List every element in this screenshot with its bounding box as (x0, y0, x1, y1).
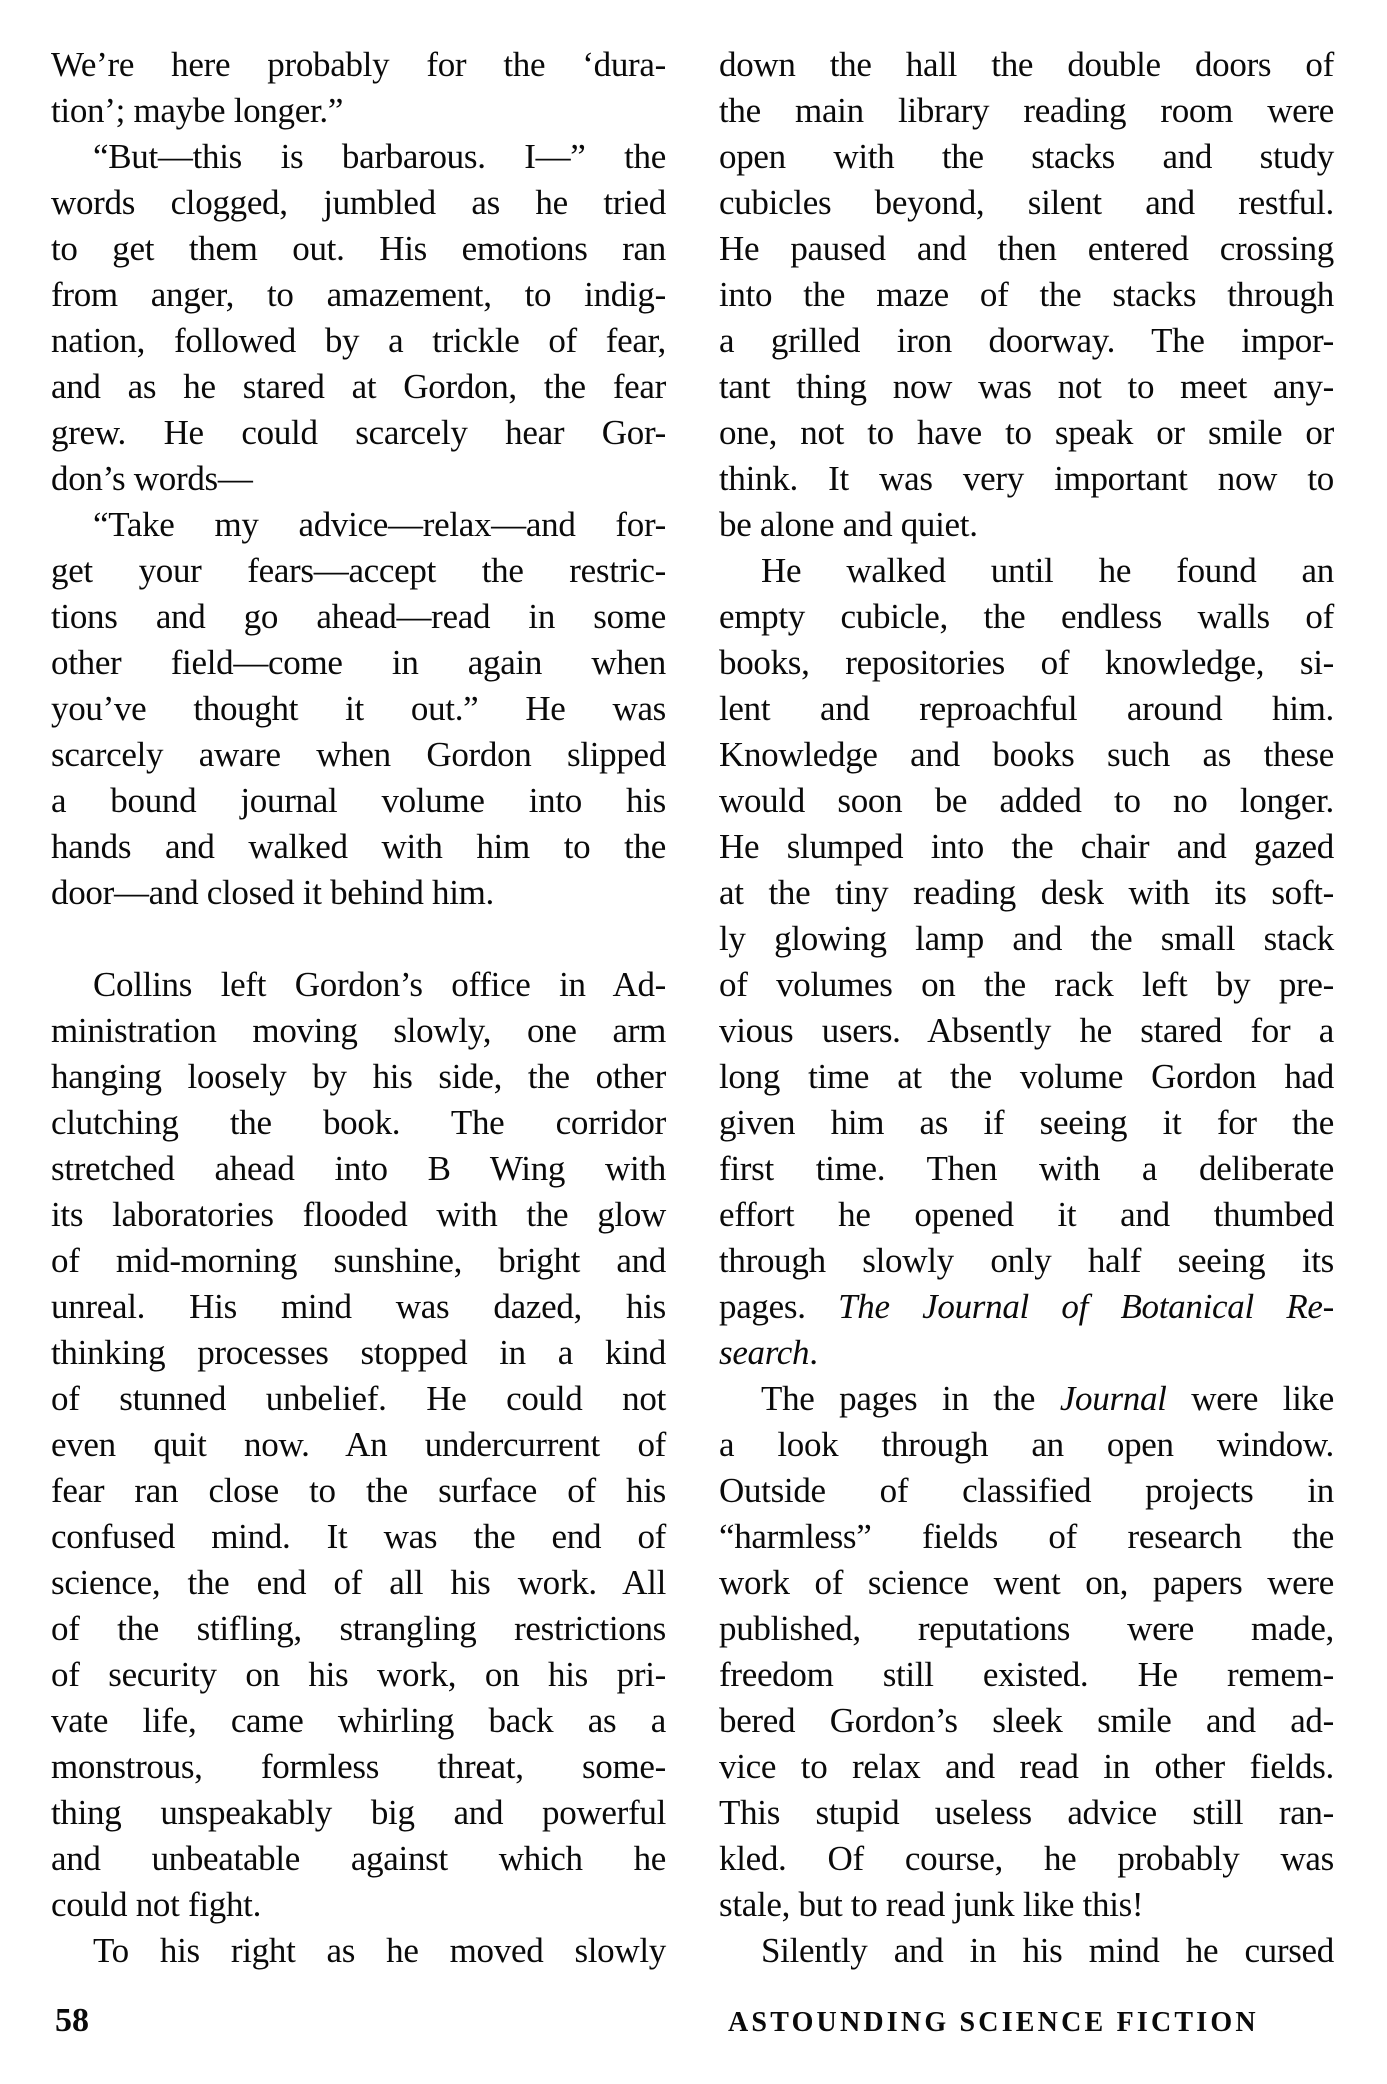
text-line: kled. Of course, he probably was (719, 1839, 1334, 1878)
text-line: ministration moving slowly, one arm (51, 1011, 666, 1050)
text-line: given him as if seeing it for the (719, 1103, 1334, 1142)
italic-title-text: search (719, 1333, 810, 1372)
left-text-column (51, 42, 666, 1974)
text-line: thing unspeakably big and powerful (51, 1793, 666, 1832)
text-line: “Take my advice—relax—and for- (93, 505, 666, 544)
text-line: would soon be added to no longer. (719, 781, 1334, 820)
text-line: and unbeatable against which he (51, 1839, 666, 1878)
text-line: door—and closed it behind him. (51, 873, 495, 912)
right-text-column (719, 42, 1334, 1974)
running-footer-title: ASTOUNDING SCIENCE FICTION (728, 2007, 1259, 2038)
text-line: could not fight. (51, 1885, 262, 1924)
text-line: at the tiny reading desk with its soft- (719, 873, 1334, 912)
text-line: To his right as he moved slowly (93, 1931, 666, 1970)
text-line: first time. Then with a deliberate (719, 1149, 1334, 1188)
text-line: This stupid useless advice still ran- (719, 1793, 1334, 1832)
text-line (719, 1330, 1334, 1376)
text-line: bered Gordon’s sleek smile and ad- (719, 1701, 1334, 1740)
text-line: long time at the volume Gordon had (719, 1057, 1334, 1096)
text-line: Silently and in his mind he cursed (761, 1931, 1334, 1970)
text-line: clutching the book. The corridor (51, 1103, 666, 1142)
text-line: think. It was very important now to (719, 459, 1334, 498)
text-line: He paused and then entered crossing (719, 229, 1334, 268)
text-line: nation, followed by a trickle of fear, (51, 321, 666, 360)
text-line: tant thing now was not to meet any- (719, 367, 1334, 406)
text-line: monstrous, formless threat, some- (51, 1747, 666, 1786)
text-line: “But—this is barbarous. I—” the (93, 137, 666, 176)
text-line: hanging loosely by his side, the other (51, 1057, 666, 1096)
text-line: other field—come in again when (51, 643, 666, 682)
text-line: you’ve thought it out.” He was (51, 689, 666, 728)
text-line: thinking processes stopped in a kind (51, 1333, 666, 1372)
text-line: confused mind. It was the end of (51, 1517, 666, 1556)
text-line: a look through an open window. (719, 1425, 1334, 1464)
text-line: words clogged, jumbled as he tried (51, 183, 666, 222)
text-line: of stunned unbelief. He could not (51, 1379, 666, 1418)
text-line: from anger, to amazement, to indig- (51, 275, 666, 314)
italic-title-text: Journal (1059, 1379, 1167, 1418)
text-line: We’re here probably for the ‘dura- (51, 45, 666, 84)
text-line: vate life, came whirling back as a (51, 1701, 666, 1740)
text-line: books, repositories of knowledge, si- (719, 643, 1334, 682)
text-line: unreal. His mind was dazed, his (51, 1287, 666, 1326)
text-line: effort he opened it and thumbed (719, 1195, 1334, 1234)
text-line: even quit now. An undercurrent of (51, 1425, 666, 1464)
text-line (719, 1284, 1334, 1330)
text-line: tions and go ahead—read in some (51, 597, 666, 636)
text-line: science, the end of all his work. All (51, 1563, 666, 1602)
text-line: don’s words— (51, 459, 253, 498)
text-line: Collins left Gordon’s office in Ad- (93, 965, 666, 1004)
text-line: He slumped into the chair and gazed (719, 827, 1334, 866)
text-line: get your fears—accept the restric- (51, 551, 666, 590)
text-line: through slowly only half seeing its (719, 1241, 1334, 1280)
text-line: be alone and quiet. (719, 505, 978, 544)
text-line: tion’; maybe longer.” (51, 91, 344, 130)
text-segment: . (809, 1333, 818, 1372)
paragraph-break (51, 916, 666, 962)
text-line: “harmless” fields of research the (719, 1517, 1334, 1556)
text-line: Knowledge and books such as these (719, 735, 1334, 774)
text-line: stale, but to read junk like this! (719, 1885, 1144, 1924)
text-line: of the stifling, strangling restrictions (51, 1609, 666, 1648)
text-line: scarcely aware when Gordon slipped (51, 735, 666, 774)
page-number: 58 (55, 2002, 89, 2039)
text-line: stretched ahead into B Wing with (51, 1149, 666, 1188)
text-line: work of science went on, papers were (719, 1563, 1334, 1602)
text-line: lent and reproachful around him. (719, 689, 1334, 728)
text-line: down the hall the double doors of (719, 45, 1334, 84)
text-line: of security on his work, on his pri- (51, 1655, 666, 1694)
text-segment: were like (1166, 1379, 1334, 1418)
text-line: He walked until he found an (761, 551, 1334, 590)
text-segment: pages. (719, 1287, 839, 1326)
text-line: of mid-morning sunshine, bright and (51, 1241, 666, 1280)
text-segment: The pages in the (761, 1379, 1060, 1418)
text-line: vice to relax and read in other fields. (719, 1747, 1334, 1786)
text-line: fear ran close to the surface of his (51, 1471, 666, 1510)
text-line: hands and walked with him to the (51, 827, 666, 866)
text-line: of volumes on the rack left by pre- (719, 965, 1334, 1004)
text-line: published, reputations were made, (719, 1609, 1334, 1648)
text-line: to get them out. His emotions ran (51, 229, 666, 268)
text-line: vious users. Absently he stared for a (719, 1011, 1334, 1050)
text-line: one, not to have to speak or smile or (719, 413, 1334, 452)
text-line: grew. He could scarcely hear Gor- (51, 413, 666, 452)
text-line: freedom still existed. He remem- (719, 1655, 1334, 1694)
text-line: and as he stared at Gordon, the fear (51, 367, 666, 406)
text-line: a grilled iron doorway. The impor- (719, 321, 1334, 360)
text-line: ly glowing lamp and the small stack (719, 919, 1334, 958)
text-line: the main library reading room were (719, 91, 1334, 130)
text-line: open with the stacks and study (719, 137, 1334, 176)
text-line: Outside of classified projects in (719, 1471, 1334, 1510)
text-line: empty cubicle, the endless walls of (719, 597, 1334, 636)
text-line: cubicles beyond, silent and restful. (719, 183, 1334, 222)
text-line (719, 1376, 1334, 1422)
italic-title-text: The Journal of Botanical Re- (838, 1287, 1334, 1326)
text-line: a bound journal volume into his (51, 781, 666, 820)
text-line: into the maze of the stacks through (719, 275, 1334, 314)
text-line: its laboratories flooded with the glow (51, 1195, 666, 1234)
